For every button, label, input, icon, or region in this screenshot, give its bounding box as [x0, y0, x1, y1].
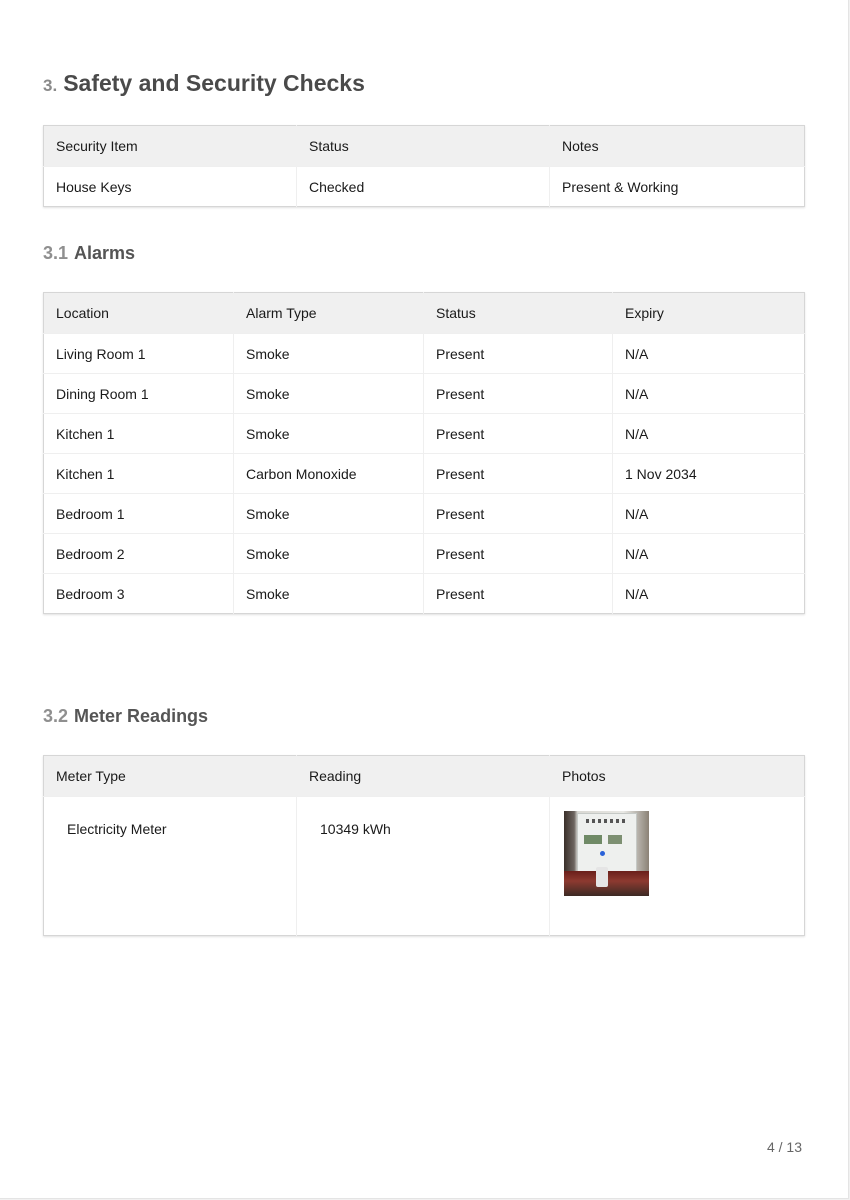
table-cell: Smoke	[234, 334, 424, 374]
table-row	[44, 334, 805, 374]
subsection-title: Alarms	[74, 243, 136, 263]
column-header: Photos	[550, 756, 805, 797]
table-cell: Carbon Monoxide	[234, 454, 424, 494]
security-table	[43, 125, 805, 207]
table-cell: Dining Room 1	[44, 374, 234, 414]
table-cell: Bedroom 2	[44, 534, 234, 574]
column-header: Alarm Type	[234, 293, 424, 334]
table-cell: N/A	[613, 574, 805, 614]
table-cell: Bedroom 3	[44, 574, 234, 614]
column-header: Status	[424, 293, 613, 334]
table-cell: Smoke	[234, 534, 424, 574]
column-header: Expiry	[613, 293, 805, 334]
table-cell: House Keys	[44, 167, 297, 207]
table-cell: 1 Nov 2034	[613, 454, 805, 494]
table-row	[44, 414, 805, 454]
subsection-title: Meter Readings	[74, 706, 209, 726]
table-cell: Present & Working	[550, 167, 805, 207]
table-header-row	[44, 756, 805, 797]
column-header: Status	[297, 126, 550, 167]
table-cell: Present	[424, 374, 613, 414]
subsection-number: 3.2	[43, 706, 69, 726]
table-cell: Bedroom 1	[44, 494, 234, 534]
subsection-number: 3.1	[43, 243, 69, 263]
column-header: Reading	[297, 756, 550, 797]
column-header: Notes	[550, 126, 805, 167]
meter-photo-thumbnail[interactable]	[564, 811, 649, 896]
section-number: 3.	[43, 76, 58, 95]
table-cell: N/A	[613, 334, 805, 374]
table-row	[44, 454, 805, 494]
table-cell: N/A	[613, 374, 805, 414]
table-cell: Checked	[297, 167, 550, 207]
table-cell: Kitchen 1	[44, 454, 234, 494]
column-header: Security Item	[44, 126, 297, 167]
section-heading	[43, 70, 365, 97]
table-cell: N/A	[613, 494, 805, 534]
table-cell: Smoke	[234, 494, 424, 534]
subsection-heading-meters	[43, 706, 208, 727]
table-cell: Smoke	[234, 414, 424, 454]
table-cell: N/A	[613, 414, 805, 454]
table-header-row	[44, 293, 805, 334]
table-cell: Living Room 1	[44, 334, 234, 374]
table-row	[44, 494, 805, 534]
photo-cell	[550, 797, 805, 936]
subsection-heading-alarms	[43, 243, 135, 264]
table-cell: Present	[424, 454, 613, 494]
table-row	[44, 574, 805, 614]
table-row	[44, 797, 805, 936]
table-row	[44, 167, 805, 207]
table-cell: Present	[424, 334, 613, 374]
table-cell: Present	[424, 414, 613, 454]
table-cell: Present	[424, 534, 613, 574]
table-cell: Present	[424, 494, 613, 534]
table-cell: Electricity Meter	[44, 797, 297, 936]
table-cell: N/A	[613, 534, 805, 574]
table-cell: Smoke	[234, 574, 424, 614]
alarms-table	[43, 292, 805, 614]
column-header: Location	[44, 293, 234, 334]
table-cell: 10349 kWh	[297, 797, 550, 936]
table-cell: Present	[424, 574, 613, 614]
section-title: Safety and Security Checks	[63, 70, 365, 96]
column-header: Meter Type	[44, 756, 297, 797]
table-cell: Smoke	[234, 374, 424, 414]
table-row	[44, 534, 805, 574]
meter-readings-table	[43, 755, 805, 936]
table-cell: Kitchen 1	[44, 414, 234, 454]
page-indicator: 4 / 13	[766, 1139, 802, 1155]
table-header-row	[44, 126, 805, 167]
table-row	[44, 374, 805, 414]
